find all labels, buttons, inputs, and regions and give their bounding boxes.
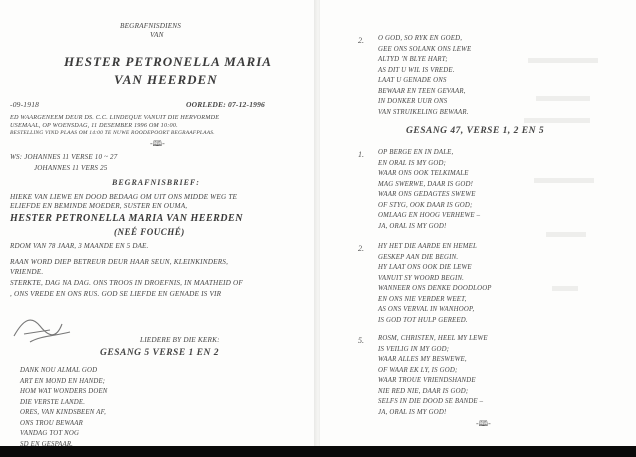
service-header-van: VAN [150, 31, 164, 39]
verse-line: WAAR ONS OOK TELKIMALE [378, 170, 469, 177]
verse-line: OF STYG, OOK DAAR IS GOD; [378, 201, 473, 209]
gesang-5-heading: GESANG 5 VERSE 1 EN 2 [100, 348, 219, 358]
verse-line: HY HET DIE AARDE EN HEMEL [378, 243, 477, 250]
verse-line: WAAR TROUE VRIENDSHANDE [378, 377, 476, 384]
bio-age: RDOM VAN 78 JAAR, 3 MAANDE EN 5 DAE. [10, 242, 149, 250]
bio-rest-1: RAAN WORD DIEP BETREUR DEUR HAAR SEUN, KLEINKINDERS, [10, 258, 229, 266]
verse-line: OMLAAG EN HOOG VERHEWE – [378, 212, 481, 219]
show-through-mark [534, 178, 594, 183]
service-header: BEGRAFNISDIENS [120, 22, 182, 30]
stanza-number: 5. [358, 336, 364, 345]
verse-line: SD EN GESPAAR. [20, 440, 74, 446]
gesang-5-verse [20, 366, 108, 446]
service-notice-3: BESTELLING VIND PLAAS OM 14:00 TE NUWE ROODEPOORT BEGRAAFPLAAS. [10, 130, 215, 136]
verse-line: GEE ONS SOLANK ONS LEWE [378, 45, 472, 53]
right-page [320, 0, 636, 446]
verse-line: DANK NOU ALMAL GOD [20, 367, 98, 374]
verse-line: JA, ORAL IS MY GOD! [378, 222, 447, 230]
verse-line: EN ORAL IS MY GOD; [378, 159, 447, 167]
verse-line: OF WAAR EK LY, IS GOD; [378, 366, 458, 374]
gesang-47-stanza-2 [378, 242, 492, 326]
bio-line-1: HIEKE VAN LIEWE EN DOOD BEDAAG OM UIT ONS MIDDE WEG TE [10, 193, 238, 201]
verse-line: MAG SWERWE, DAAR IS GOD! [378, 180, 474, 188]
bio-name: HESTER PETRONELLA MARIA VAN HEERDEN [10, 213, 243, 224]
book-ornament: -🕮- [476, 419, 491, 428]
service-notice-2: USEMAAL, OP WOENSDAG, 11 DESEMBER 1996 OM 10:00. [10, 122, 178, 129]
verse-line: ALTYD 'N BLYE HART; [378, 56, 448, 63]
show-through-mark [524, 118, 590, 123]
verse-line: HY LAAT ONS OOK DIE LEWE [378, 264, 472, 271]
left-page [0, 0, 316, 446]
hymns-heading: LIEDERE BY DIE KERK: [140, 336, 220, 344]
verse-line: VAN STRUIKELING BEWAAR. [378, 108, 469, 116]
verse-line: WAAR ALLES MY BESWEWE, [378, 356, 467, 363]
death-date: OORLEDE: 07-12-1996 [186, 100, 266, 109]
bottom-edge [0, 446, 636, 457]
verse-line: WANNEER ONS DENKE DOODLOOP [378, 285, 492, 292]
gesang-47-stanza-1 [378, 148, 480, 232]
stanza-number: 2. [358, 244, 364, 253]
verse-line: GESKEP AAN DIE BEGIN. [378, 253, 459, 261]
verse-line: JA, ORAL IS MY GOD! [378, 408, 447, 416]
show-through-mark [528, 58, 598, 63]
verse-line: ART EN MOND EN HANDE; [20, 377, 106, 385]
verse-line: IS GOD TOT HULP GEREED. [378, 316, 468, 324]
verse-line: IS VEILIG IN MY GOD; [378, 345, 450, 353]
verse-line: BEWAAR EN TEEN GEVAAR, [378, 87, 466, 95]
gesang-47-heading: GESANG 47, VERSE 1, 2 EN 5 [406, 126, 545, 136]
bio-line-2: ELIEFDE EN BEMINDE MOEDER, SUSTER EN OUMA, [10, 202, 188, 210]
verse-line: NIE RED NIE, DAAR IS GOD; [378, 387, 469, 395]
verse-line: ROSM, CHRISTEN, HEEL MY LEWE [378, 335, 488, 342]
stanza-number: 1. [358, 150, 364, 159]
show-through-mark [552, 286, 578, 291]
verse-line: IN DONKER UUR ONS [378, 98, 448, 105]
verse-line: ONS TROU BEWAAR [20, 419, 83, 427]
scripture-reading-2: JOHANNES 11 VERS 25 [34, 164, 108, 172]
bio-rest-3: STERKTE, DAG NA DAG. ONS TROOS IN DROEFNIS, IN MAATHEID OF [10, 279, 244, 287]
show-through-mark [536, 96, 590, 101]
verse-line: ORES, VAN KINDSBEEN AF, [20, 409, 106, 416]
verse-line: AS ONS VERVAL IN WANHOOP, [378, 306, 475, 313]
bio-rest-2: VRIENDE. [10, 268, 44, 276]
bio-rest-4: , ONS VREDE EN ONS RUS. GOD SE LIEFDE EN GENADE IS VIR [10, 290, 222, 298]
stanza-number: 2. [358, 36, 364, 45]
deceased-name-line1: HESTER PETRONELLA MARIA [64, 54, 272, 69]
verse-line: LAAT U GENADE ONS [378, 77, 447, 84]
verse-line: O GOD, SO RYK EN GOED, [378, 35, 463, 42]
bio-nee: (NEÉ FOUCHÉ) [114, 227, 185, 237]
service-notice-1: ED WAARGENEEM DEUR DS. C.C. LINDEQUE VANUIT DIE HERVORMDE [10, 114, 220, 121]
scripture-reading-1: WS: JOHANNES 11 VERSE 10 ~ 27 [10, 153, 118, 161]
verse-line: HOM WAT WONDERS DOEN [20, 388, 108, 395]
verse-line: DIE VERSTE LANDE. [20, 398, 86, 406]
verse-line: AS DIT U WIL IS VREDE. [378, 66, 455, 74]
verse-line: WAAR ONS GEDAGTES SWEWE [378, 191, 476, 198]
book-ornament: -🕮- [150, 139, 165, 148]
show-through-mark [546, 232, 586, 237]
gesang-47-stanza-5 [378, 334, 488, 418]
verse-line: VANDAG TOT NOG [20, 430, 80, 437]
birth-date: -09-1918 [10, 100, 40, 109]
verse-line: OP BERGE EN IN DALE, [378, 149, 454, 156]
verse-line: SELFS IN DIE DOOD SE BANDE – [378, 398, 484, 405]
verse-line: EN ONS NIE VERDER WEET, [378, 295, 467, 303]
verse-line: VANUIT SY WOORD BEGIN. [378, 274, 465, 282]
gesang-5-stanza-2 [378, 34, 471, 118]
biography-heading: BEGRAFNISBRIEF: [112, 178, 200, 187]
deceased-name-line2: VAN HEERDEN [114, 72, 218, 87]
signature-scribble [10, 306, 80, 346]
